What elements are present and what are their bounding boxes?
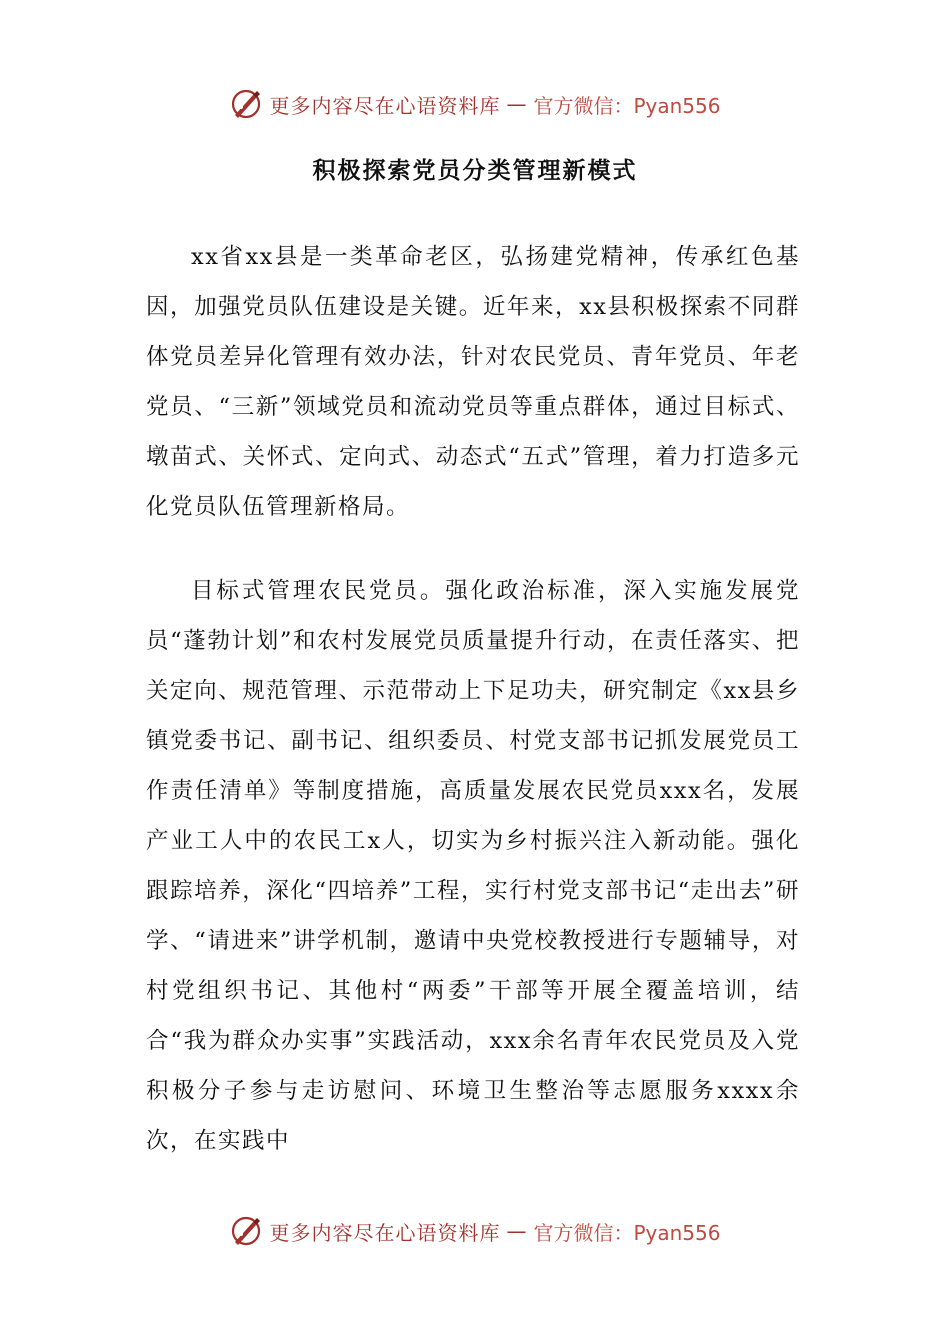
banner-contact-text: 官方微信：Pyan556: [533, 93, 721, 118]
pen-circle-logo-icon: [229, 1214, 263, 1248]
pen-circle-logo-icon: [229, 87, 263, 121]
banner-separator: —: [506, 1219, 528, 1243]
header-banner[interactable]: [0, 84, 950, 124]
paragraph-farmer-members: 目标式管理农民党员。强化政治标准，深入实施发展党员“蓬勃计划”和农村发展党员质量提升行动，在责任落实、把关定向、规范管理、示范带动上下足功夫，研究制定《xx县乡镇党委书记、副书记、组织委员、村党支部书记抓发展党员工作责任清单》等制度措施，高质量发展农民党员xxx名，发展产业工人中的农民工x人，切实为乡村振兴注入新动能。强化跟踪培养，深化“四培养”工程，实行村党支部书记“走出去”研学、“请进来”讲学机制，邀请中央党校教授进行专题辅导，对村党组织书记、其他村“两委”干部等开展全覆盖培训，结合“我为群众办实事”实践活动，xxx余名青年农民党员及入党积极分子参与走访慰问、环境卫生整治等志愿服务xxxx余次，在实践中: [146, 578, 800, 1154]
banner-contact-text: 官方微信：Pyan556: [533, 1220, 721, 1245]
paragraph-intro: xx省xx县是一类革命老区，弘扬建党精神，传承红色基因，加强党员队伍建设是关键。近年来，xx县积极探索不同群体党员差异化管理有效办法，针对农民党员、青年党员、年老党员、“三新”领域党员和流动党员等重点群体，通过目标式、墩苗式、关怀式、定向式、动态式“五式”管理，着力打造多元化党员队伍管理新格局。: [146, 244, 800, 520]
document-title: 积极探索党员分类管理新模式: [312, 158, 638, 184]
banner-separator: —: [506, 92, 528, 116]
footer-banner[interactable]: [0, 1211, 950, 1251]
banner-promo-text: 更多内容尽在心语资料库: [269, 1220, 501, 1245]
banner-promo-text: 更多内容尽在心语资料库: [269, 93, 501, 118]
